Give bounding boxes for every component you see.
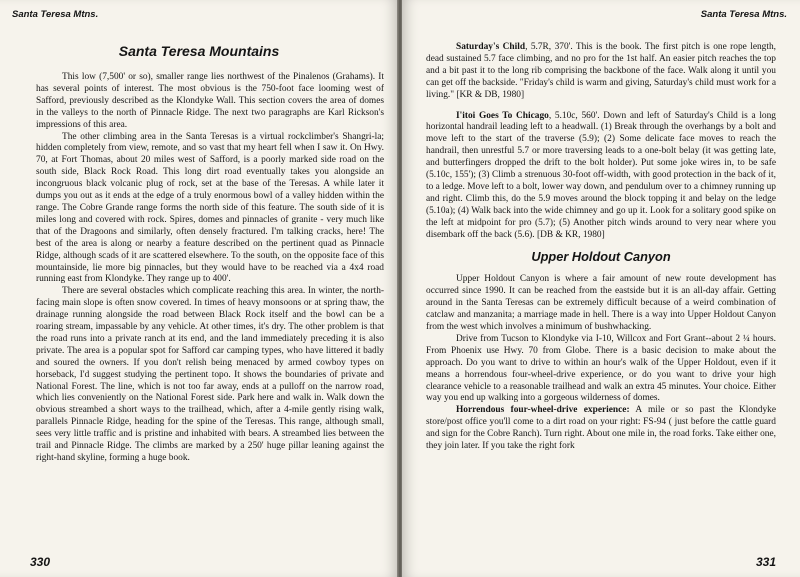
route-name: I'itoi Goes To Chicago xyxy=(456,110,549,121)
route-text: , 5.10c, 560'. Down and left of Saturday's Child is a long horizontal handrail leading left to a headwall. (1) Break through the overhangs by a bolt and move left to the start of the traverse (5.9); (2) Some delicate face moves to reach the handrail, then unrestful 5.7 or more traversing leads to a one-bolt belay (it was getting late, and butterfingers dropped the drift to the bolt holder). Put some joke wires in, to be safe (5.10c, 155'); (3) Climb a strenuous 30-foot off-width, with good protection in the back of it, to a ledge. Move left to a bolt, lower way down, and pendulum over to a chimney running up and right. Climb this, do the 5.9 moves around the block topping it and belay on the ledge (5.10a); (4) Walk back into the wide chimney and go up it. Look for a solitary good spike on the left at midpoint for pro (5.7); (5) Another pitch winds around to very near where you disembark off the back (5.6). [DB & KR, 1980] xyxy=(426,110,776,240)
left-page xyxy=(0,0,398,577)
body-paragraph: Drive from Tucson to Klondyke via I-10, Willcox and Fort Grant--about 2 ¼ hours. From Phoenix use Hwy. 70 from Globe. There is a basic decision to make about the approach. Do you want to drive to within an hour's walk of the Upper Holdout, even if it means a horrendous four-wheel-drive experience, or do you want to drive your high clearance vehicle to a reasonable trailhead and walk an extra 45 minutes. Your choice. Either way you end up walking into a gorgeous wilderness of domes. xyxy=(426,333,776,404)
right-page xyxy=(402,0,800,577)
running-head: Santa Teresa Mtns. xyxy=(700,9,787,20)
route-name: Saturday's Child xyxy=(456,42,526,52)
body-paragraph: This low (7,500' or so), smaller range lies northwest of the Pinalenos (Grahams). It has several points of interest. The most obvious is the 750-foot face looming west of Safford, previously described as the Klondyke Wall. This section covers the area of domes in the valleys to the north of Pinnacle Ridge. The next two paragraphs are Karl Rickson's impressions of this area. xyxy=(36,72,384,130)
route-description xyxy=(426,111,776,242)
page-number: 331 xyxy=(755,555,776,569)
section-title: Santa Teresa Mountains xyxy=(118,43,280,59)
note-text: A mile or so past the Klondyke store/post office you'll come to a dirt road on your right: FS-94 ( just before the cattle guard and sign for the Cobre Ranch). Turn right. About one mile in, the road forks. Take either one, they join later. If you take the right fork xyxy=(426,405,776,452)
body-paragraph: There are several obstacles which complicate reaching this area. In winter, the north-facing main slope is often snow covered. In times of heavy monsoons or at spring thaw, the drainage running alongside the road between Black Rock itself and the bowl can be a roaring stream, impassable by any vehicle. At other times, it's dry. The other problem is that the road runs into a private ranch at its end, and the land immediately preceding it is also private. The area is a popular spot for Safford car camping types, who have littered it badly and soured the owners. If you don't relish being menaced by armed cowboy types on horseback, I'd suggest studying the pertinent topo. It shows the boundaries of private and National Forest. The line, which is not too far away, ends at a pulloff on the narrow road, which lies conveniently on the National Forest side. Park here and walk in. Walk down the obvious streambed a short ways to the trailhead, which, after a 4-mile gently rising walk, parallels Pinnacle Ridge, heading for the spine of the Teresas. This range, although small, sees very little traffic and is pristine and inhabited with bears. A streambed lies between the trail and Pinnacle Ridge. The climbs are marked by a 250' huge pillar leaning against the right-hand skyline, forming a huge book. xyxy=(36,286,384,463)
body-paragraph: Upper Holdout Canyon is where a fair amount of new route development has occurred since 1990. It can be reached from the eastside but it is an all-day affair. Getting around in the Santa Teresas can be extremely difficult because of a weird combination of catclaw and manzanita; a marriage made in hell. There is a way into Upper Holdout Canyon from the west which involves a minimum of bushwhacking. xyxy=(426,274,776,333)
section-heading: Upper Holdout Canyon xyxy=(531,248,671,264)
body-paragraph xyxy=(426,405,776,453)
note-label: Horrendous four-wheel-drive experience: xyxy=(456,405,630,416)
right-body-text xyxy=(426,42,776,453)
running-head: Santa Teresa Mtns. xyxy=(12,9,99,20)
body-paragraph: The other climbing area in the Santa Teresas is a virtual rockclimber's Shangri-la; hidden completely from view, remote, and so vast that my heart fell when I saw it. On Hwy. 70, at Fort Thomas, about 20 miles west of Safford, is a poorly marked side road on the south side, Black Rock Road. This long dirt road eventually takes you alongside an incongruous black volcanic plug of rock, set at the base of the Teresas. A while later it dumps you out as it ends at the edge of a truly enormous bowl of a valley hidden within the range. The Cobre Grande range forms the north side of this feature. The south side of it is miles long and covered with rock. Spires, domes and pinnacles of granite - very much like that of the Dragoons and similarly, often densely fractured. I'm talking cracks, here! The best of the area is along or nearby a feature described on the pertinent quad as Pinnacle Ridge, although scads of it are scattered elsewhere. To the south, on the opposite face of this mountainside, lie more big pinnacles, but they would have to be reached via a 4x4 road running east from Klondyke. They range up to 400'. xyxy=(36,131,384,285)
route-description xyxy=(426,42,776,102)
left-body-text xyxy=(36,72,384,465)
page-number: 330 xyxy=(30,555,51,569)
route-text: , 5.7R, 370'. This is the book. The first pitch is one rope length, dead sustained 5.7 face climbing, and no pro for the 1st half. An easier pitch reaches the top and a bit past it to the long rib comprising the backbone of the face. Walk along it until you can get off the backside. "Friday's child is warm and giving, Saturday's child must work for a living." [KR & DB, 1980] xyxy=(426,42,777,100)
